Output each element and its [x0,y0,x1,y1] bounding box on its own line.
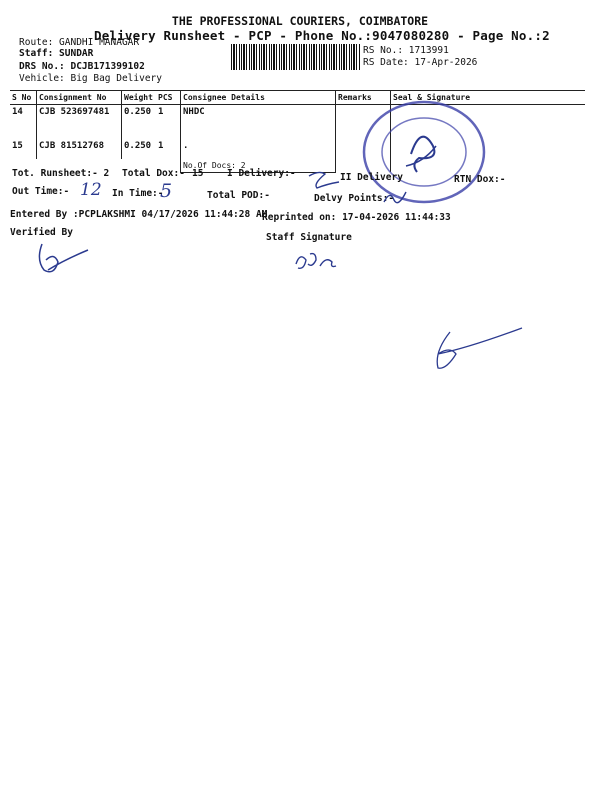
company-name: THE PROFESSIONAL COURIERS, COIMBATORE [171,14,429,28]
tot-runsheet: Tot. Runsheet:- 2 [12,168,110,179]
in-time-handwritten: 5 [160,180,173,202]
ii-delivery-label: II Delivery [340,172,403,183]
runsheet-title: Delivery Runsheet - PCP - Phone No.:9047080280 - Page No.:2 [94,28,550,43]
table-header-row [10,91,585,105]
staff-signature-label: Staff Signature [266,232,352,243]
row-sno: 14 [12,107,23,117]
col-seal-signature: Seal & Signature [391,91,586,105]
route-label: Route: GANDHI MANAGAR [19,37,140,48]
rs-number: RS No.: 1713991 [363,45,449,56]
total-dox-label: Total Dox:- [122,168,185,179]
total-dox-value: 15 [192,168,204,179]
delivery-tick-mark [305,168,347,192]
table-row [10,105,585,139]
rs-date: RS Date: 17-Apr-2026 [363,57,478,68]
col-pcs: PCS [156,91,181,105]
out-time-label: Out Time:- [12,186,70,197]
col-consignment: Consignment No [37,91,122,105]
row-consignee: NHDC [181,105,336,139]
staff-signature [290,246,338,274]
drs-number: DRS No.: DCJB171399102 [19,61,145,72]
i-delivery-label: I Delivery:- [227,168,296,179]
col-remarks: Remarks [336,91,391,105]
in-time-label: In Time:- [112,188,164,199]
row-sno: 15 [12,140,23,151]
no-of-docs: No.Of Docs: 2 [181,159,336,173]
row-weight: 0.250 [122,139,157,159]
delvy-points-mark [380,188,410,206]
row-pcs: 1 [158,140,164,151]
reprinted-on: Reprinted on: 17-04-2026 11:44:33 [262,212,451,223]
total-pod-label: Total POD:- [207,190,270,201]
col-sno: S No [10,91,37,105]
vehicle-label: Vehicle: Big Bag Delivery [19,73,162,84]
table-row [10,139,585,159]
barcode [231,44,360,70]
rtn-dox-label: RTN Dox:- [454,174,506,185]
verified-by-label: Verified By [10,227,73,238]
row-consignee: . [181,139,336,159]
row-weight: 0.250 [122,105,157,139]
margin-signature [428,326,526,374]
runsheet-table [10,90,585,173]
seal-stamp [356,96,492,208]
col-weight: Weight [122,91,157,105]
verifier-signature [30,240,92,280]
staff-label: Staff: SUNDAR [19,48,94,59]
col-consignee: Consignee Details [181,91,336,105]
delvy-points-label: Delvy Points:- [314,193,395,204]
row-consignment: CJB 81512768 [37,139,122,159]
entered-by: Entered By :PCPLAKSHMI 04/17/2026 11:44:28 AM [10,209,268,220]
row-consignment: CJB 523697481 [37,105,122,139]
out-time-handwritten: 12 [80,180,102,200]
row-pcs: 1 [158,107,164,117]
